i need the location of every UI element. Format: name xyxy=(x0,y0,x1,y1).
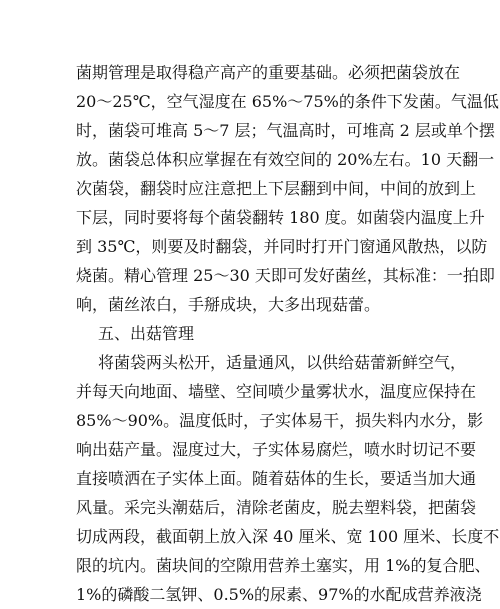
text-line-1: 菌期管理是取得稳产高产的重要基础。必须把菌袋放在 xyxy=(76,63,461,82)
text-line-19: 1%的磷酸二氢钾、0.5%的尿素、97%的水配成营养液浇 xyxy=(76,585,482,604)
text-line-8: 烧菌。精心管理 25～30 天即可发好菌丝，其标准：一拍即 xyxy=(76,266,495,285)
text-line-12: 并每天向地面、墙壁、空间喷少量雾状水，温度应保持在 xyxy=(76,382,477,401)
section-heading: 五、出菇管理 xyxy=(98,324,195,343)
text-line-5: 次菌袋，翻袋时应注意把上下层翻到中间，中间的放到上 xyxy=(76,179,477,198)
text-line-14: 响出菇产量。湿度过大，子实体易腐烂，喷水时切记不要 xyxy=(76,440,477,459)
text-line-7: 到 35℃，则要及时翻袋，并同时打开门窗通风散热，以防 xyxy=(76,237,488,256)
text-line-2: 20～25℃，空气湿度在 65%～75%的条件下发菌。气温低 xyxy=(76,92,499,111)
text-line-9: 响，菌丝浓白，手掰成块，大多出现菇蕾。 xyxy=(76,295,381,314)
text-line-16: 风量。采完头潮菇后，清除老菌皮，脱去塑料袋，把菌袋 xyxy=(76,498,477,517)
text-line-18: 限的坑内。菌块间的空隙用营养土塞实，用 1%的复合肥、 xyxy=(76,556,491,575)
text-line-11: 将菌袋两头松开，适量通风，以供给菇蕾新鲜空气， xyxy=(98,353,467,372)
text-line-4: 放。菌袋总体积应掌握在有效空间的 20%左右。10 天翻一 xyxy=(76,150,495,169)
text-line-17: 切成两段，截面朝上放入深 40 厘米、宽 100 厘米、长度不 xyxy=(76,527,500,546)
text-line-6: 下层，同时要将每个菌袋翻转 180 度。如菌袋内温度上升 xyxy=(76,208,485,227)
text-line-3: 时，菌袋可堆高 5～7 层；气温高时，可堆高 2 层或单个摆 xyxy=(76,121,495,140)
text-line-15: 直接喷洒在子实体上面。随着菇体的生长，要适当加大通 xyxy=(76,469,477,488)
text-line-13: 85%～90%。温度低时，子实体易干，损失料内水分，影 xyxy=(76,411,484,430)
